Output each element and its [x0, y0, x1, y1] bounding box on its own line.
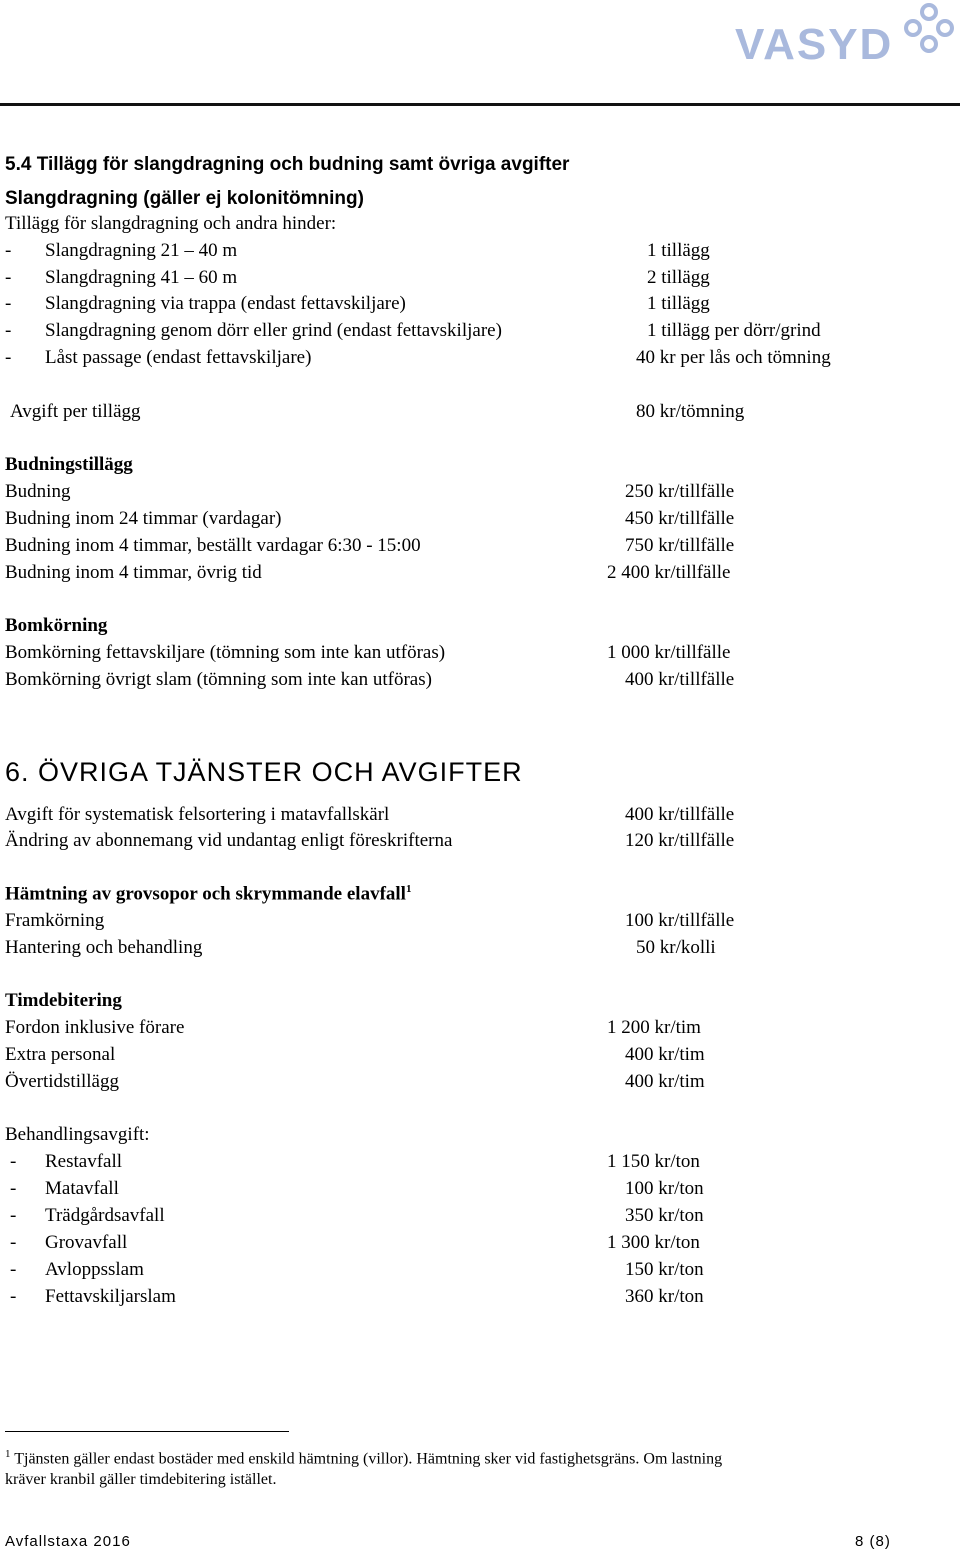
- slang-item-value: 1 tillägg: [647, 293, 710, 314]
- slang-item-value: 40 kr per lås och tömning: [636, 347, 831, 368]
- slang-intro: Tillägg för slangdragning och andra hinder:: [5, 213, 337, 234]
- beh-item-label: Matavfall: [45, 1178, 119, 1199]
- footnote: [5, 1444, 722, 1490]
- grov-item-label: Framkörning: [5, 910, 105, 931]
- grov-item-label: Hantering och behandling: [5, 937, 203, 958]
- tim-item-label: Övertidstillägg: [5, 1071, 119, 1092]
- footnote-text-2: kräver kranbil gäller timdebitering istället.: [5, 1471, 277, 1489]
- footnote-line-1: [5, 1444, 722, 1469]
- tim-title: Timdebitering: [5, 990, 122, 1011]
- budning-item-label: Budning: [5, 481, 71, 502]
- footer-page-number: 8 (8): [855, 1533, 891, 1550]
- list-dash: -: [5, 240, 12, 261]
- footnote-ref: 1: [405, 883, 412, 895]
- grov-title: [5, 883, 411, 905]
- section-6-heading: 6. ÖVRIGA TJÄNSTER OCH AVGIFTER: [5, 757, 523, 787]
- logo-flower-icon: [903, 2, 955, 54]
- slang-item-label: Slangdragning 41 – 60 m: [45, 267, 238, 288]
- avgift-label: Avgift per tillägg: [10, 401, 141, 422]
- section6-item-value: 120 kr/tillfälle: [625, 830, 735, 851]
- list-dash: -: [5, 320, 12, 341]
- list-dash: -: [5, 293, 12, 314]
- budning-item-value: 750 kr/tillfälle: [625, 535, 735, 556]
- tim-item-value: 400 kr/tim: [625, 1044, 705, 1065]
- beh-item-value: 150 kr/ton: [625, 1259, 704, 1280]
- beh-title: Behandlingsavgift:: [5, 1124, 150, 1145]
- budning-item-value: 250 kr/tillfälle: [625, 481, 735, 502]
- beh-item-value: 100 kr/ton: [625, 1178, 704, 1199]
- slang-title: Slangdragning (gäller ej kolonitömning): [5, 188, 364, 209]
- list-dash: -: [10, 1259, 17, 1280]
- budning-item-label: Budning inom 4 timmar, beställt vardagar 6:30 - 15:00: [5, 535, 421, 556]
- list-dash: -: [10, 1232, 17, 1253]
- tim-item-value: 1 200 kr/tim: [607, 1017, 701, 1038]
- bom-item-value: 1 000 kr/tillfälle: [607, 642, 731, 663]
- beh-item-value: 350 kr/ton: [625, 1205, 704, 1226]
- budning-item-value: 2 400 kr/tillfälle: [607, 562, 731, 583]
- grov-item-value: 50 kr/kolli: [636, 937, 716, 958]
- list-dash: -: [10, 1205, 17, 1226]
- bom-item-label: Bomkörning övrigt slam (tömning som inte kan utföras): [5, 669, 432, 690]
- beh-item-value: 360 kr/ton: [625, 1286, 704, 1307]
- budning-item-label: Budning inom 24 timmar (vardagar): [5, 508, 282, 529]
- section-5-4-heading: 5.4 Tillägg för slangdragning och budning samt övriga avgifter: [5, 154, 570, 175]
- list-dash: -: [10, 1286, 17, 1307]
- slang-item-label: Slangdragning genom dörr eller grind (endast fettavskiljare): [45, 320, 502, 341]
- budning-title: Budningstillägg: [5, 454, 133, 475]
- slang-item-value: 2 tillägg: [647, 267, 710, 288]
- grov-item-value: 100 kr/tillfälle: [625, 910, 735, 931]
- vasyd-logo: [735, 2, 955, 70]
- slang-item-label: Slangdragning 21 – 40 m: [45, 240, 238, 261]
- section6-item-value: 400 kr/tillfälle: [625, 804, 735, 825]
- footnote-marker: 1: [5, 1448, 11, 1460]
- bom-title: Bomkörning: [5, 615, 108, 636]
- footer-left: Avfallstaxa 2016: [5, 1533, 131, 1550]
- tim-item-value: 400 kr/tim: [625, 1071, 705, 1092]
- footnote-rule: [5, 1431, 289, 1432]
- beh-item-label: Avloppsslam: [45, 1259, 144, 1280]
- beh-item-value: 1 300 kr/ton: [607, 1232, 700, 1253]
- logo-text: VASYD: [735, 20, 894, 69]
- beh-item-label: Fettavskiljarslam: [45, 1286, 176, 1307]
- slang-item-label: Låst passage (endast fettavskiljare): [45, 347, 312, 368]
- beh-item-label: Restavfall: [45, 1151, 123, 1172]
- budning-item-label: Budning inom 4 timmar, övrig tid: [5, 562, 262, 583]
- beh-item-label: Grovavfall: [45, 1232, 128, 1253]
- footnote-text-1: Tjänsten gäller endast bostäder med enskild hämtning (villor). Hämtning sker vid fastighetsgräns. Om lastning: [14, 1450, 723, 1468]
- avgift-value: 80 kr/tömning: [636, 401, 745, 422]
- header-rule: [0, 103, 960, 106]
- list-dash: -: [5, 267, 12, 288]
- section6-item-label: Ändring av abonnemang vid undantag enligt föreskrifterna: [5, 830, 453, 851]
- slang-item-value: 1 tillägg per dörr/grind: [647, 320, 821, 341]
- slang-item-value: 1 tillägg: [647, 240, 710, 261]
- budning-item-value: 450 kr/tillfälle: [625, 508, 735, 529]
- bom-item-value: 400 kr/tillfälle: [625, 669, 735, 690]
- bom-item-label: Bomkörning fettavskiljare (tömning som inte kan utföras): [5, 642, 446, 663]
- tim-item-label: Fordon inklusive förare: [5, 1017, 185, 1038]
- slang-item-label: Slangdragning via trappa (endast fettavskiljare): [45, 293, 406, 314]
- beh-item-value: 1 150 kr/ton: [607, 1151, 700, 1172]
- beh-item-label: Trädgårdsavfall: [45, 1205, 165, 1226]
- grov-title-text: Hämtning av grovsopor och skrymmande elavfall: [5, 883, 406, 905]
- tim-item-label: Extra personal: [5, 1044, 116, 1065]
- list-dash: -: [5, 347, 12, 368]
- list-dash: -: [10, 1151, 17, 1172]
- section6-item-label: Avgift för systematisk felsortering i matavfallskärl: [5, 804, 390, 825]
- list-dash: -: [10, 1178, 17, 1199]
